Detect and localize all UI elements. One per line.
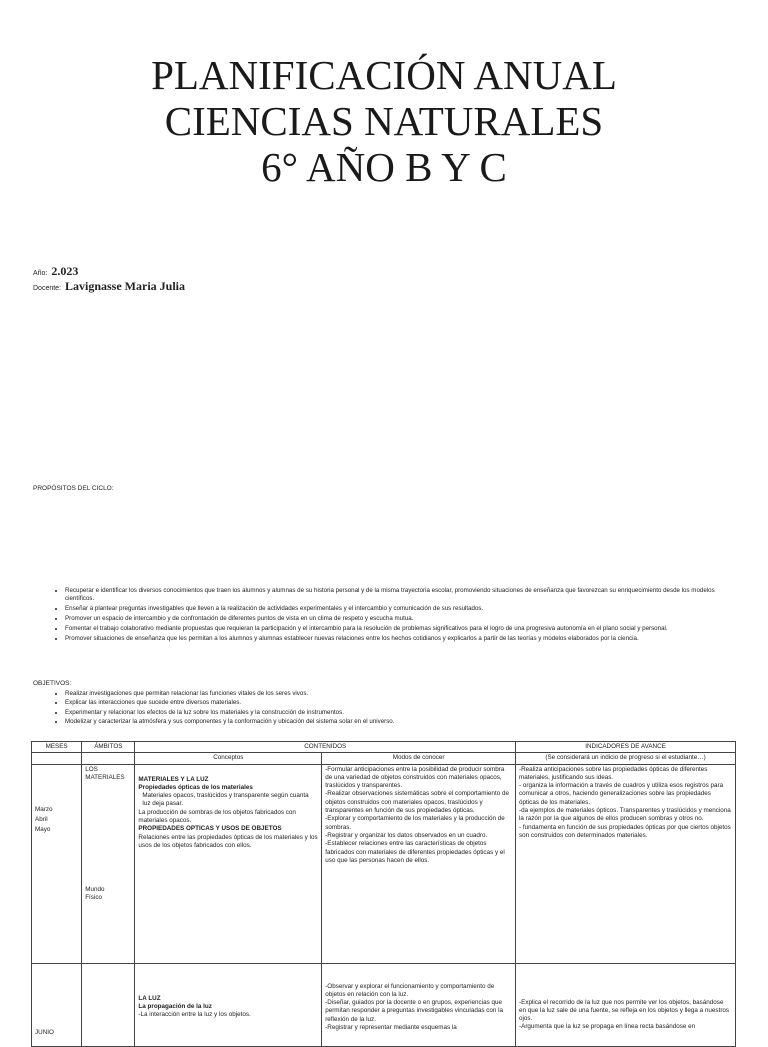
concepts-cell <box>135 963 322 1046</box>
months-cell <box>32 963 82 1046</box>
header-indicadores: INDICADORES DE AVANCE <box>516 742 736 753</box>
mode-text: -Registrar y organizar los datos observados en un cuadro. <box>325 831 488 839</box>
table-subheader-row <box>32 753 736 764</box>
year-label: Año: <box>33 270 48 277</box>
mode-text: -Realizar observaciones sistemáticas sobre el comportamiento de objetos construidos con materiales opacos, traslúcidos y transparentes en función de sus propiedades ópticas. <box>325 790 509 815</box>
header-ambitos: ÁMBITOS <box>82 742 135 753</box>
ambito-label: Físico <box>85 894 102 902</box>
mode-text: -Observar y explorar el funcionamiento y comportamiento de objetos en relación con la luz. <box>325 982 495 998</box>
months-cell <box>32 764 82 963</box>
header-modos: Modos de conocer <box>322 753 516 764</box>
indicator-text: - organiza la información a través de cuadros y utiliza esos registros para comunicar a otros, haciendo generalizaciones sobre las propiedades ópticas de los materiales. <box>519 782 724 806</box>
subheader-empty <box>82 753 135 764</box>
mode-text: -Establecer relaciones entre las características de objetos fabricados con materiales de diferentes propiedades ópticas y el uso que las personas hacen de ellos. <box>325 840 505 864</box>
ambito-cell <box>82 963 135 1046</box>
title-line-1: PLANIFICACIÓN ANUAL <box>151 52 617 98</box>
month-label: JUNIO <box>35 1028 54 1036</box>
table-row <box>32 764 736 963</box>
mode-text: -Diseñar, guiados por la docente o en grupos, experiencias que permitan responder a preguntas investigables vinculadas con la reflexión de la luz. <box>325 999 504 1023</box>
table-header-row <box>32 742 736 753</box>
modes-cell <box>322 963 516 1046</box>
mode-text: -Registrar y representar mediante esquemas la <box>325 1024 457 1032</box>
indicators-cell <box>516 963 736 1046</box>
objective-item: • Explicar las interacciones que sucede entre diversos materiales. <box>65 698 733 707</box>
concept-text: Materiales opacos, traslúcidos y transparente según cuanta luz deja pasar. <box>142 792 309 808</box>
mode-text: -Formular anticipaciones entre la posibilidad de producir sombra de una variedad de objetos construidos con materiales opacos, traslúcidos y transparentes. <box>325 765 505 790</box>
header-contenidos: CONTENIDOS <box>135 742 516 753</box>
indicator-text: -Explica el recorrido de la luz que nos permite ver los objetos, basándose en que la luz sale de una fuente, se refleja en los objetos y llega a nuestros ojos. <box>519 998 730 1023</box>
planning-table <box>31 741 736 1047</box>
modes-cell <box>322 764 516 963</box>
purpose-item: • Fomentar el trabajo colaborativo mediante propuestas que requieran la participación y el intercambio para la resolución de problemas significativos para el logro de una progresiva autonomía en el plano social y personal. <box>65 625 733 633</box>
objectives-list <box>40 689 733 726</box>
indicator-text: -Realiza anticipaciones sobre las propiedades ópticas de diferentes materiales, justificando sus ideas. <box>519 765 708 781</box>
ambito-label: LOS <box>85 765 98 773</box>
purpose-item: • Recuperar e identificar los diversos conocimientos que traen los alumnos y alumnas de su historia personal y de la misma trayectoria escolar, promoviendo situaciones de enseñanza que favorezcan su enriquecimiento desde los modelos científicos. <box>65 587 733 604</box>
month-label: Marzo <box>35 805 53 813</box>
objectives-heading: OBJETIVOS: <box>33 680 72 687</box>
concept-heading: LA LUZ <box>138 994 161 1002</box>
month-label: Abril <box>35 815 48 823</box>
purpose-item: • Promover situaciones de enseñanza que les permitan a los alumnos y alumnas establecer nuevas relaciones entre los hechos cotidianos y explicarlos a partir de las teorías y modelos elaborados por la ciencia. <box>65 635 733 643</box>
concept-text: -La interacción entre la luz y los objetos. <box>138 1011 251 1019</box>
indicator-text: -da ejemplos de materiales ópticos. Transparentes y traslúcidos y menciona la razón por la que algunos de ellos producen sombras y otros no. <box>519 807 731 823</box>
mode-text: -Explorar y comportamiento de los materiales y la producción de sombras. <box>325 815 505 831</box>
month-label: Mayo <box>35 826 51 834</box>
concepts-cell <box>135 764 322 963</box>
table-row <box>32 963 736 1046</box>
header-indicadores-sub: (Se considerará un indicio de progreso si el estudiante…) <box>516 753 736 764</box>
header-conceptos: Conceptos <box>135 753 322 764</box>
ambito-label: MATERIALES <box>85 773 125 781</box>
concept-subheading: La propagación de la luz <box>138 1002 212 1010</box>
purpose-item: • Enseñar a plantear preguntas investigables que lleven a la realización de actividades experimentales y el intercambio y comunicación de sus resultados. <box>65 605 733 613</box>
purpose-item: • Promover un espacio de intercambio y de confrontación de diferentes puntos de vista en un clima de respeto y escucha mutua. <box>65 615 733 623</box>
teacher-value: Lavignasse Maria Julia <box>64 279 185 293</box>
title-line-3: 6° AÑO B Y C <box>261 144 507 190</box>
purposes-heading: PROPÓSITOS DEL CICLO: <box>33 485 114 492</box>
ambito-label: Mundo <box>85 886 105 894</box>
objective-item: • Realizar investigaciones que permitan relacionar las funciones vitales de los seres vivos. <box>65 689 733 698</box>
concept-text: La producción de sombras de los objetos fabricados con materiales opacos. <box>138 808 296 825</box>
year-value: 2.023 <box>51 264 79 278</box>
objective-item: • Modelizar y caracterizar la atmósfera y sus componentes y la conformación y ubicación del sistema solar en el universo. <box>65 717 733 726</box>
indicator-text: - fundamenta en función de sus propiedades ópticas por que ciertos objetos son construidos con determinados materiales. <box>519 823 731 839</box>
header-meses: MESES <box>32 742 82 753</box>
indicators-cell <box>516 764 736 963</box>
subheader-empty <box>32 753 82 764</box>
year-field <box>33 264 78 279</box>
document-title <box>0 52 768 190</box>
objective-item: • Experimentar y relacionar los efectos de la luz sobre los materiales y la construcción de instrumentos. <box>65 708 733 717</box>
ambito-cell <box>82 764 135 963</box>
indicator-text: -Argumenta que la luz se propaga en línea recta basándose en <box>519 1023 696 1031</box>
purposes-list <box>40 587 733 644</box>
concept-heading: PROPIEDADES OPTICAS Y USOS DE OBJETOS <box>138 825 282 833</box>
title-line-2: CIENCIAS NATURALES <box>164 98 604 144</box>
concept-subheading: Propiedades ópticas de los materiales <box>138 783 253 791</box>
teacher-label: Docente: <box>33 285 62 292</box>
concept-heading: MATERIALES Y LA LUZ <box>138 775 209 783</box>
teacher-field <box>33 279 185 294</box>
concept-text: Relaciones entre las propiedades ópticas de los materiales y los usos de los objetos fabricados con ellos. <box>138 833 318 849</box>
